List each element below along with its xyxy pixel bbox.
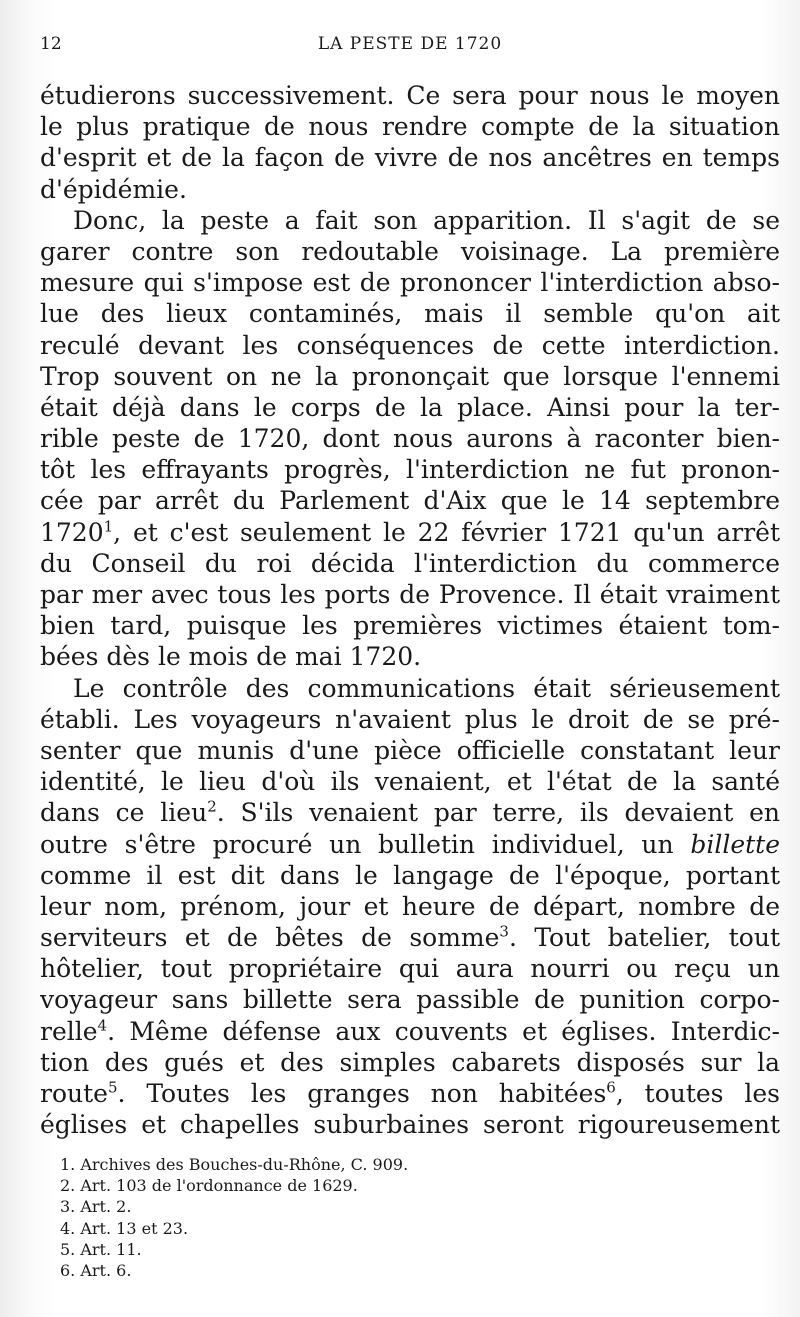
text-line: garer contre son redoutable voisinage. La première bbox=[40, 236, 780, 266]
text-line: du Conseil du roi décida l'interdiction du commerce bbox=[40, 548, 780, 578]
text-fragment: . Même défense aux couvents et églises. Interdic- bbox=[107, 1016, 780, 1046]
text-line: d'esprit et de la façon de vivre de nos ancêtres en temps bbox=[40, 143, 780, 173]
text-fragment: . Tout batelier, tout bbox=[508, 923, 780, 953]
text-line: tion des gués et des simples cabarets disposés sur la bbox=[40, 1047, 780, 1077]
text-line: bien tard, puisque les premières victimes étaient tom- bbox=[40, 611, 780, 641]
footnote: 2. Art. 103 de l'ordonnance de 1629. bbox=[60, 1176, 358, 1196]
running-title: LA PESTE DE 1720 bbox=[317, 34, 503, 54]
text-line: cée par arrêt du Parlement d'Aix que le 14 septembre bbox=[40, 486, 780, 516]
page-number: 12 bbox=[40, 34, 62, 54]
text-line bbox=[40, 1078, 780, 1109]
text-fragment: relle bbox=[40, 1016, 98, 1046]
text-line: rible peste de 1720, dont nous aurons à raconter bien- bbox=[40, 424, 780, 454]
text-line: le plus pratique de nous rendre compte de la situation bbox=[40, 112, 780, 142]
text-line: Le contrôle des communications était sérieusement bbox=[73, 673, 780, 703]
text-line: était déjà dans le corps de la place. Ainsi pour la ter- bbox=[40, 392, 780, 422]
text-fragment: outre s'être procuré un bulletin individuel, un bbox=[40, 829, 674, 859]
text-line: établi. Les voyageurs n'avaient plus le droit de se pré- bbox=[40, 704, 780, 734]
text-fragment: route bbox=[40, 1079, 108, 1108]
footnotes bbox=[60, 1154, 760, 1281]
text-line: par mer avec tous les ports de Provence. Il était vraiment bbox=[40, 580, 780, 609]
footnote: 5. Art. 11. bbox=[60, 1239, 142, 1259]
footnote-ref: 3 bbox=[499, 922, 509, 941]
text-fragment: . S'ils venaient par terre, ils devaient en bbox=[216, 798, 780, 828]
text-fragment: 1720 bbox=[40, 517, 104, 547]
footnote-ref: 5 bbox=[107, 1078, 118, 1097]
footnote-ref: 2 bbox=[207, 797, 217, 816]
italic-term: billette bbox=[690, 829, 780, 859]
footnote: 4. Art. 13 et 23. bbox=[60, 1218, 189, 1238]
text-fragment: , et c'est seulement le 22 février 1721 qu'un arrêt bbox=[113, 517, 780, 547]
footnote: 3. Art. 2. bbox=[60, 1197, 132, 1217]
text-line bbox=[40, 922, 780, 953]
text-line bbox=[40, 797, 780, 828]
text-line: Trop souvent on ne la prononçait que lorsque l'ennemi bbox=[40, 361, 780, 391]
footnote: 1. Archives des Bouches-du-Rhône, C. 909. bbox=[60, 1155, 409, 1174]
text-fragment: . Toutes les granges non habitées bbox=[117, 1079, 607, 1108]
text-fragment: serviteurs et de bêtes de somme bbox=[40, 923, 500, 953]
text-line: identité, le lieu d'où ils venaient, et l'état de la santé bbox=[40, 767, 780, 797]
footnote-ref: 1 bbox=[103, 517, 114, 536]
text-line: hôtelier, tout propriétaire qui aura nourri ou reçu un bbox=[40, 954, 780, 984]
text-line: lue des lieux contaminés, mais il semble qu'on ait bbox=[40, 299, 780, 329]
text-line: senter que munis d'une pièce officielle constatant leur bbox=[40, 735, 780, 765]
text-line: d'épidémie. bbox=[40, 174, 187, 204]
text-line: bées dès le mois de mai 1720. bbox=[40, 642, 422, 672]
text-line: leur nom, prénom, jour et heure de départ, nombre de bbox=[40, 891, 780, 921]
text-line bbox=[40, 829, 780, 860]
text-line: voyageur sans billette sera passible de punition corpo- bbox=[40, 985, 780, 1015]
footnote: 6. Art. 6. bbox=[60, 1261, 132, 1281]
text-line bbox=[40, 517, 780, 548]
text-line: Donc, la peste a fait son apparition. Il s'agit de se bbox=[73, 205, 780, 235]
text-line: reculé devant les conséquences de cette interdiction. bbox=[40, 330, 780, 360]
footnote-ref: 4 bbox=[97, 1016, 108, 1035]
text-line bbox=[40, 1016, 780, 1047]
text-line: mesure qui s'impose est de prononcer l'interdiction abso- bbox=[40, 268, 780, 298]
text-line: églises et chapelles suburbaines seront rigoureusement bbox=[40, 1110, 780, 1140]
running-head bbox=[40, 34, 780, 60]
text-fragment: dans ce lieu bbox=[40, 798, 208, 828]
text-fragment: , toutes les bbox=[615, 1079, 780, 1108]
footnote-ref: 6 bbox=[606, 1078, 616, 1097]
text-line: comme il est dit dans le langage de l'époque, portant bbox=[40, 860, 780, 890]
text-line: étudierons successivement. Ce sera pour nous le moyen bbox=[40, 81, 780, 110]
body-text bbox=[40, 80, 780, 1140]
text-line: tôt les effrayants progrès, l'interdiction ne fut pronon- bbox=[40, 455, 780, 485]
